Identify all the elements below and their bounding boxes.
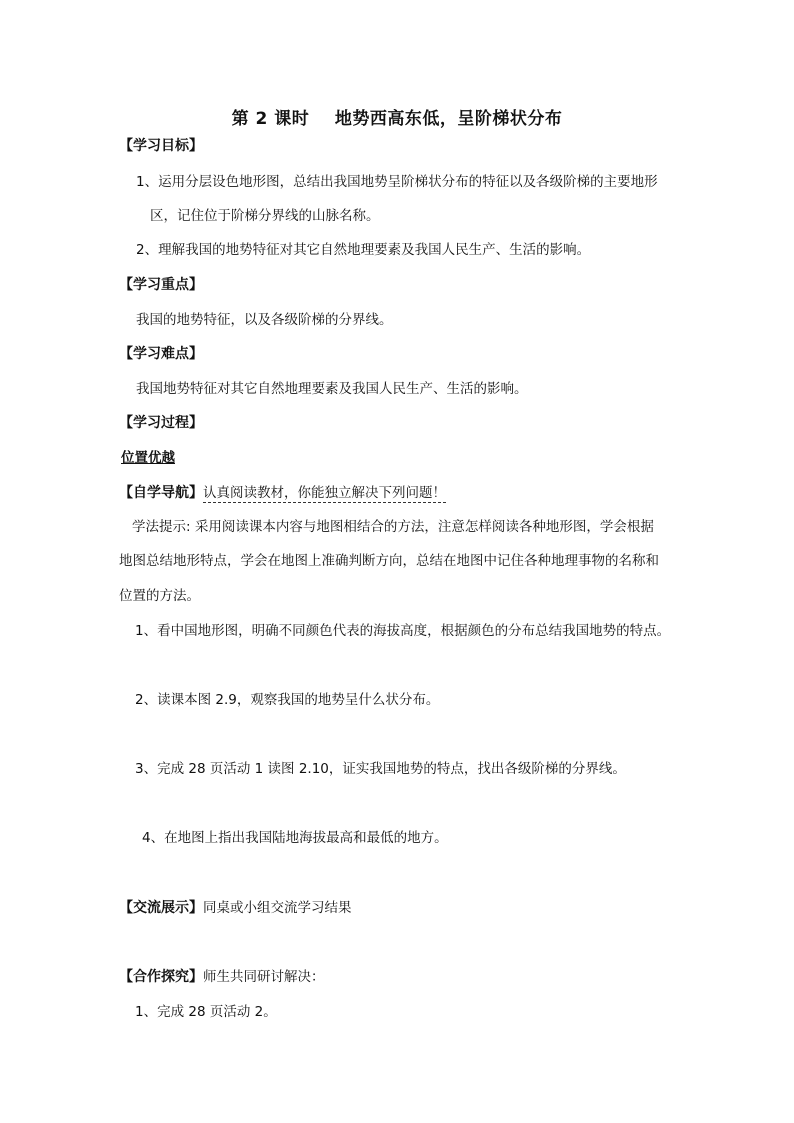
difficulty-text: 我国地势特征对其它自然地理要素及我国人民生产、生活的影响。 bbox=[136, 381, 528, 397]
self-study-text: 认真阅读教材，你能独立解决下列问题！ bbox=[203, 485, 446, 501]
question-1: 1、看中国地形图，明确不同颜色代表的海拔高度，根据颜色的分布总结我国地势的特点。 bbox=[135, 623, 671, 639]
key-heading: 【学习重点】 bbox=[119, 277, 203, 293]
coop-text: 师生共同研讨解决： bbox=[203, 969, 325, 985]
position-title: 位置优越 bbox=[121, 450, 175, 466]
method-line2: 地图总结地形特点，学会在地图上准确判断方向，总结在地图中记住各种地理事物的名称和 bbox=[119, 553, 659, 569]
process-heading: 【学习过程】 bbox=[119, 415, 203, 431]
key-text: 我国的地势特征，以及各级阶梯的分界线。 bbox=[136, 312, 393, 328]
question-2: 2、读课本图 2.9，观察我国的地势呈什么状分布。 bbox=[135, 692, 440, 708]
goal-1-line2: 区，记住位于阶梯分界线的山脉名称。 bbox=[150, 208, 380, 224]
question-4: 4、在地图上指出我国陆地海拔最高和最低的地方。 bbox=[142, 830, 448, 846]
coop-item-1: 1、完成 28 页活动 2。 bbox=[135, 1004, 277, 1020]
exchange-line bbox=[119, 899, 352, 917]
exchange-text: 同桌或小组交流学习结果 bbox=[203, 900, 352, 916]
exchange-heading: 【交流展示】 bbox=[119, 900, 203, 916]
lesson-title: 第 2 课时 地势西高东低，呈阶梯状分布 bbox=[231, 109, 563, 129]
self-study-heading: 【自学导航】 bbox=[119, 485, 203, 501]
question-3: 3、完成 28 页活动 1 读图 2.10，证实我国地势的特点，找出各级阶梯的分界线。 bbox=[135, 761, 626, 777]
method-line3: 位置的方法。 bbox=[119, 588, 200, 604]
coop-heading: 【合作探究】 bbox=[119, 969, 203, 985]
goal-1-line1: 1、运用分层设色地形图，总结出我国地势呈阶梯状分布的特征以及各级阶梯的主要地形 bbox=[136, 174, 658, 190]
self-study-line bbox=[119, 484, 446, 502]
goals-heading: 【学习目标】 bbox=[119, 138, 203, 154]
coop-line bbox=[119, 968, 325, 986]
goal-2: 2、理解我国的地势特征对其它自然地理要素及我国人民生产、生活的影响。 bbox=[136, 242, 591, 258]
difficulty-heading: 【学习难点】 bbox=[119, 346, 203, 362]
method-line1: 学法提示: 采用阅读课本内容与地图相结合的方法，注意怎样阅读各种地形图，学会根据 bbox=[132, 519, 654, 535]
